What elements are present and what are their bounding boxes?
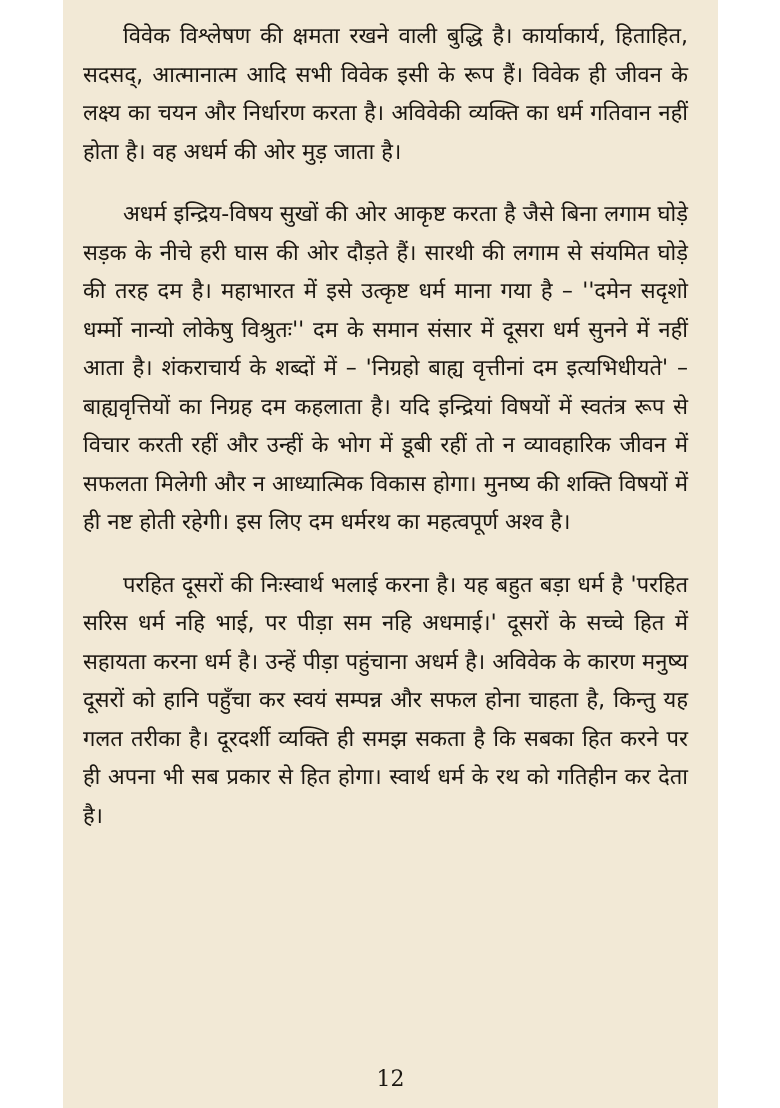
paragraph-dama: अधर्म इन्द्रिय-विषय सुखों की ओर आकृष्ट करता है जैसे बिना लगाम घोड़े सड़क के नीचे हरी घास की ओर दौड़ते हैं। सारथी की लगाम से संयमित घोड़े की तरह दम है। महाभारत में इसे उत्कृष्ट धर्म माना गया है – ''दमेन सदृशो धर्म्मो नान्यो लोकेषु विश्रुतः'' दम के समान संसार में दूसरा धर्म सुनने में नहीं आता है। शंकराचार्य के शब्दों में – 'निग्रहो बाह्य वृत्तीनां दम इत्यभिधीयते' – बाह्यवृत्तियों का निग्रह दम कहलाता है। यदि इन्द्रियां विषयों में स्वतंत्र रूप से विचार करती रहीं और उन्हीं के भोग में डूबी रहीं तो न व्यावहारिक जीवन में सफलता मिलेगी और न आध्यात्मिक विकास होगा। मुनष्य की शक्ति विषयों में ही नष्ट होती रहेगी। इस लिए दम धर्मरथ का महत्वपूर्ण अश्व है। [83,202,688,535]
paragraph-parahita: परहित दूसरों की निःस्वार्थ भलाई करना है। यह बहुत बड़ा धर्म है 'परहित सरिस धर्म नहि भाई, पर पीड़ा सम नहि अधमाई।' दूसरों के सच्चे हित में सहायता करना धर्म है। उन्हें पीड़ा पहुंचाना अधर्म है। अविवेक के कारण मनुष्य दूसरों को हानि पहुँचा कर स्वयं सम्पन्न और सफल होना चाहता है, किन्तु यह गलत तरीका है। दूरदर्शी व्यक्ति ही समझ सकता है कि सबका हित करने पर ही अपना भी सब प्रकार से हित होगा। स्वार्थ धर्म के रथ को गतिहीन कर देता है। [83,572,688,829]
page-content [83,18,688,860]
page-number: 12 [376,1067,405,1092]
book-page [63,0,718,1108]
paragraph-viveka: विवेक विश्लेषण की क्षमता रखने वाली बुद्धि है। कार्याकार्य, हिताहित, सदसद्, आत्मानात्म आदि सभी विवेक इसी के रूप हैं। विवेक ही जीवन के लक्ष्य का चयन और निर्धारण करता है। अविवेकी व्यक्ति का धर्म गतिवान नहीं होता है। वह अधर्म की ओर मुड़ जाता है। [83,24,688,165]
